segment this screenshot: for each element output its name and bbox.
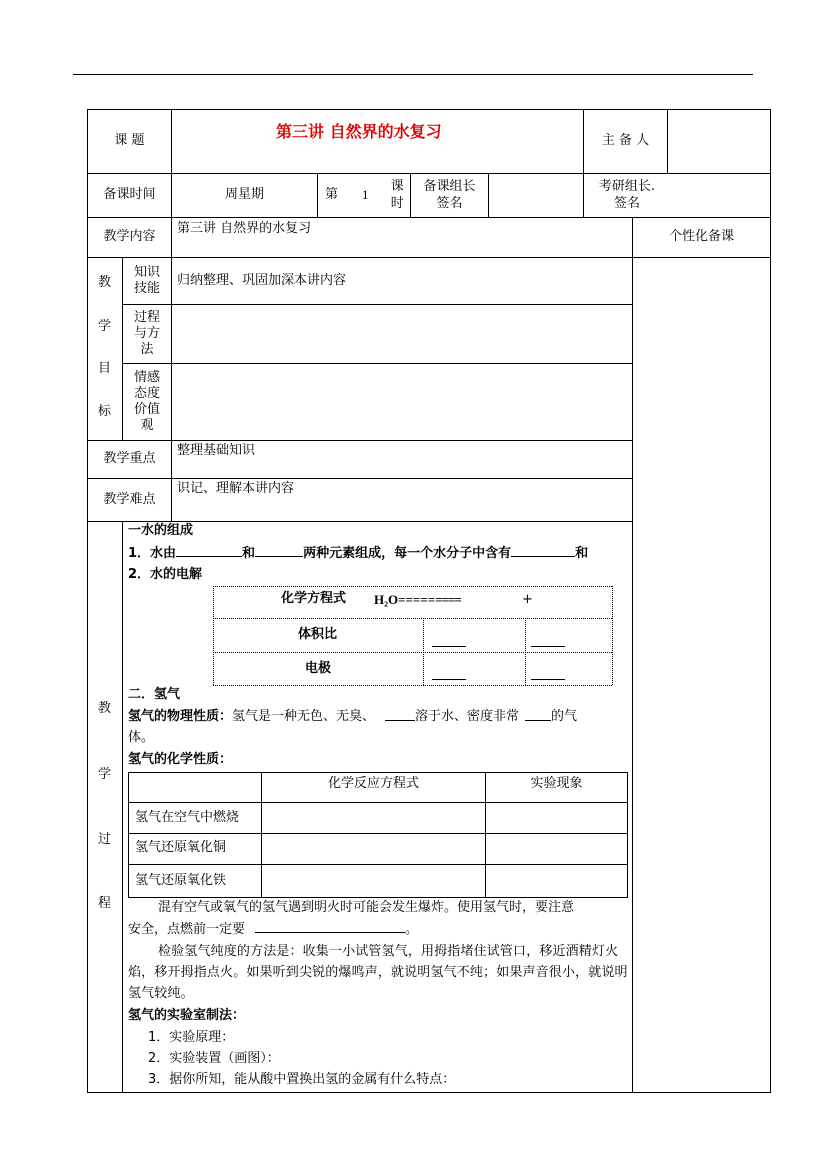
chem-row-label: 氢气还原氧化铜 <box>135 840 227 855</box>
header-rule <box>73 74 753 75</box>
process-group-label <box>88 522 122 1092</box>
label-line: 过程 <box>133 309 160 325</box>
purity-test-paragraph: 检验氢气纯度的方法是：收集一小试管氢气，用拇指堵住试管口，移近酒精灯火焰，移开拇指点火。如果听到尖锐的爆鸣声，就说明氢气不纯；如果声音很小，就说明氢气较纯。 <box>128 944 628 1001</box>
label-line: 知识 <box>133 264 160 280</box>
label-line: 情感 <box>133 369 160 385</box>
leader-sign-line2: 签名 <box>436 195 463 211</box>
proc-char: 过 <box>98 832 112 847</box>
lab-prep-label: 氢气的实验室制法： <box>128 1008 246 1023</box>
objective-knowledge-value: 归纳整理、巩固加深本讲内容 <box>177 273 347 288</box>
objective-attitude-label <box>123 364 171 440</box>
period <box>318 174 410 217</box>
answer-dash[interactable] <box>531 636 565 651</box>
week-day: 周星期 <box>224 187 264 203</box>
content-label: 教学内容 <box>103 229 156 245</box>
proc-char: 学 <box>98 767 112 782</box>
leader-sign-line1: 备课组长 <box>423 178 476 194</box>
research-sign-line2: 签名 <box>613 195 640 211</box>
objective-knowledge-label <box>123 258 171 304</box>
label-line: 与方 <box>133 325 160 341</box>
blank-field[interactable] <box>525 708 551 721</box>
q1-part: 两种元素组成，每一个水分子中含有 <box>303 546 512 561</box>
equation-label: 化学方程式 <box>281 591 347 606</box>
section1-question2: 2．水的电解 <box>128 567 203 582</box>
blank-field[interactable] <box>385 708 415 721</box>
section1-title: 一水的组成 <box>128 523 194 538</box>
chem-header-phenomenon: 实验现象 <box>530 775 583 791</box>
section2-title: 二．氢气 <box>128 687 181 702</box>
para-text: 。 <box>405 922 419 937</box>
blank-field[interactable] <box>176 544 242 557</box>
preparer-label: 主 备 人 <box>601 133 650 149</box>
electrode-label: 电极 <box>305 661 332 676</box>
equation-plus: + <box>522 592 533 607</box>
lab-item: 1．实验原理： <box>148 1030 235 1045</box>
period-num: 1 <box>362 187 369 203</box>
equation-text: H₂O===== <box>374 592 436 607</box>
phys-label: 氢气的物理性质： <box>128 709 233 724</box>
key-point-value: 整理基础知识 <box>177 443 256 458</box>
para-text: 安全，点燃前一定要 <box>128 922 246 937</box>
proc-char: 教 <box>98 701 112 716</box>
chem-header-equation: 化学反应方程式 <box>327 775 419 791</box>
label-line: 观 <box>140 418 154 434</box>
obj-char: 学 <box>98 319 112 334</box>
q1-part: 1．水由 <box>128 546 177 561</box>
section1-question1 <box>128 544 588 563</box>
phys-text: 溶于水、密度非常 <box>415 709 520 724</box>
difficulty-value: 识记、理解本讲内容 <box>177 481 295 496</box>
research-sign-line1: 考研组长. <box>598 178 656 194</box>
lab-item: 2．实验装置（画图）： <box>148 1051 280 1066</box>
chem-row-label: 氢气还原氧化铁 <box>135 873 227 888</box>
blank-field[interactable] <box>255 920 405 933</box>
label-line: 价值 <box>133 402 160 417</box>
chemical-properties-label: 氢气的化学性质： <box>128 752 233 767</box>
q1-part: 和 <box>242 546 256 561</box>
label-line: 态度 <box>133 385 160 401</box>
blank-field[interactable] <box>255 544 303 557</box>
answer-dash[interactable] <box>432 669 466 684</box>
preparer-value[interactable] <box>668 110 770 173</box>
phys-text: 氢气是一种无色、无臭、 <box>232 709 376 724</box>
group-leader-sign-label <box>411 174 488 217</box>
objective-process-label <box>123 305 171 363</box>
obj-char: 目 <box>98 361 112 376</box>
key-point-label: 教学重点 <box>103 451 156 467</box>
phys-text: 的气 <box>551 709 578 724</box>
objectives-group-label <box>88 258 122 440</box>
answer-dash[interactable] <box>531 669 565 684</box>
equation-lhs: H₂O========= <box>374 592 461 607</box>
topic-label: 课 题 <box>114 133 145 149</box>
proc-char: 程 <box>98 896 112 911</box>
answer-dash[interactable] <box>432 636 466 651</box>
physical-properties <box>128 708 577 726</box>
q1-part: 和 <box>575 546 589 561</box>
safety-paragraph-line2 <box>128 920 418 939</box>
obj-char: 教 <box>98 275 112 290</box>
safety-paragraph-line1: 混有空气或氧气的氢气遇到明火时可能会发生爆炸。使用氢气时，要注意 <box>158 900 575 915</box>
label-line: 法 <box>140 342 154 358</box>
volume-ratio-label: 体积比 <box>298 627 338 642</box>
chem-row-label: 氢气在空气中燃烧 <box>135 810 240 825</box>
leader-sign-value[interactable] <box>489 174 583 217</box>
lesson-title: 第三讲 自然界的水复习 <box>276 122 442 141</box>
time-label: 备课时间 <box>103 187 156 203</box>
difficulty-label: 教学难点 <box>103 491 156 507</box>
content-value: 第三讲 自然界的水复习 <box>177 221 312 236</box>
period-suffix: 课时 <box>390 178 404 211</box>
blank-field[interactable] <box>511 544 575 557</box>
research-leader-sign-label <box>584 174 670 217</box>
period-prefix: 第 <box>325 187 339 203</box>
lab-item: 3．据你所知，能从酸中置换出氢的金属有什么特点： <box>148 1072 456 1087</box>
obj-char: 标 <box>98 404 112 419</box>
personal-prep-label: 个性化备课 <box>668 229 734 245</box>
label-line: 技能 <box>133 281 160 296</box>
physical-properties-cont: 体。 <box>128 730 155 745</box>
